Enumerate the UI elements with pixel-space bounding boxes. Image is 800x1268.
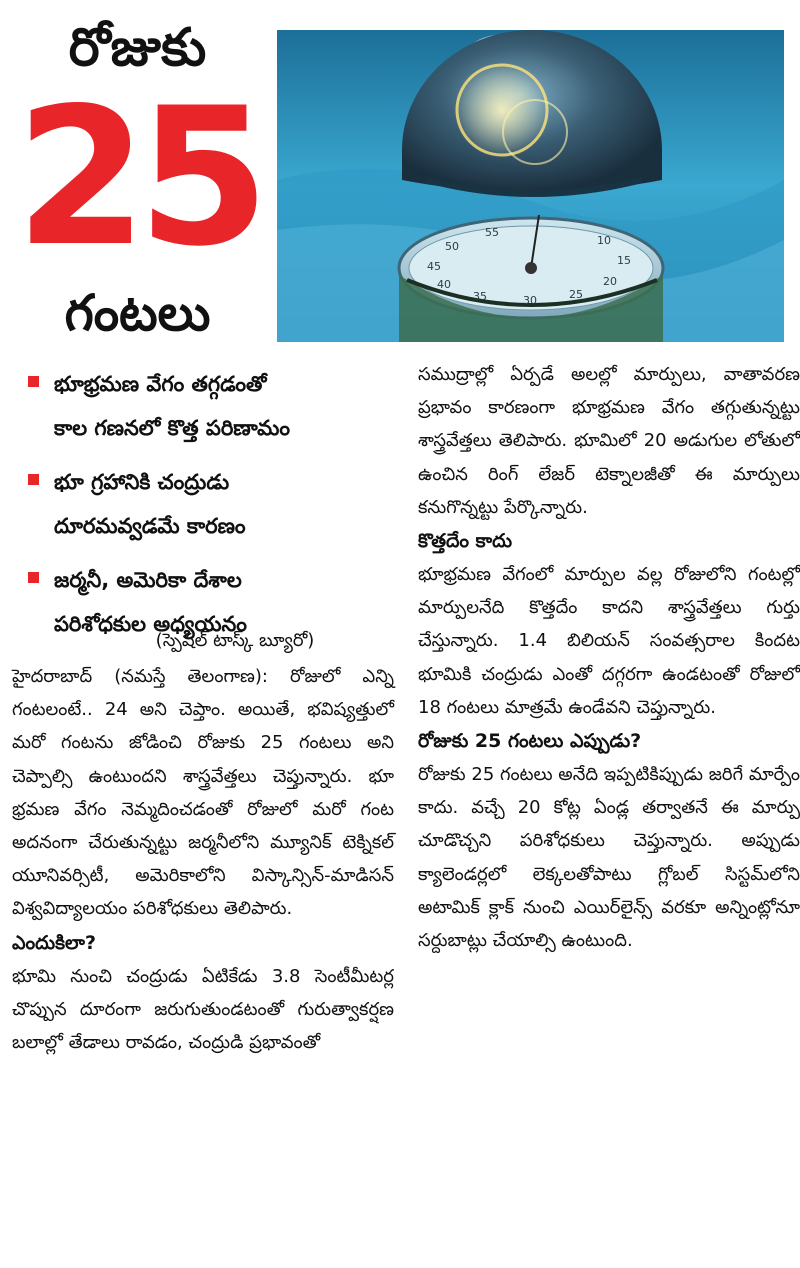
article-subhead: రోజుకు 25 గంటలు ఎప్పుడు? [418, 730, 642, 753]
bullet-line: జర్మనీ, అమెరికా దేశాల [54, 568, 242, 592]
earth-stopwatch-illustration [277, 30, 784, 342]
bullet-line: భూభ్రమణ వేగం తగ్గడంతో [54, 372, 267, 396]
article-subhead: కొత్తదేం కాదు [418, 530, 513, 553]
dial-number: 20 [603, 275, 617, 288]
bullet-line: దూరమవ్వడమే కారణం [54, 514, 246, 538]
headline-block [10, 8, 265, 348]
bullet-square-icon [28, 572, 39, 583]
article-paragraph: రోజుకు 25 గంటలు అనేది ఇప్పటికిప్పుడు జరిగే మార్పేం కాదు. వచ్చే 20 కోట్ల ఏండ్ల తర్వాతనే ఈ మార్పు చూడొచ్చని పరిశోధకులు చెప్తున్నారు. అప్పుడు క్యాలెండర్లలో లెక్కలతోపాటు గ్లోబల్ సిస్టమ్‌లోని అటామిక్ క్లాక్ నుంచి ఎయిర్‌లైన్స్ వరకూ అన్నింట్లోనూ సర్దుబాట్లు చేయాల్సి ఉంటుంది. [418, 764, 800, 952]
dial-number: 35 [473, 290, 487, 303]
dial-number: 45 [427, 260, 441, 273]
headline-top: రోజుకు [68, 18, 207, 78]
article-column-right [418, 358, 800, 957]
article-paragraph: సముద్రాల్లో ఏర్పడే అలల్లో మార్పులు, వాతావరణ ప్రభావం కారణంగా భూభ్రమణ వేగం తగ్గుతున్నట్టు శాస్త్రవేత్తలు తెలిపారు. భూమిలో 20 అడుగుల లోతులో ఉంచిన రింగ్ లేజర్ టెక్నాలజీతో ఈ మార్పులు కనుగొన్నట్టు పేర్కొన్నారు. [418, 364, 800, 518]
article-subhead: ఎందుకిలా? [12, 931, 96, 954]
byline: (స్పెషల్ టాస్క్ బ్యూరో) [155, 630, 315, 651]
article-paragraph: భూభ్రమణ వేగంలో మార్పుల వల్ల రోజులోని గంటల్లో మార్పులనేది కొత్తదేం కాదని శాస్త్రవేత్తలు గుర్తు చేస్తున్నారు. 1.4 బిలియన్ సంవత్సరాల కిందట భూమికి చంద్రుడు ఎంతో దగ్గరగా ఉండటంతో రోజులో 18 గంటలు మాత్రమే ఉండేవని చెప్తున్నారు. [418, 564, 800, 718]
article-paragraph: హైదరాబాద్ (నమస్తే తెలంగాణ): రోజులో ఎన్ని గంటలంటే.. 24 అని చెప్తాం. అయితే, భవిష్యత్తులో మరో గంటను జోడించి రోజుకు 25 గంటలు అని చెప్పాల్సి ఉంటుందని శాస్త్రవేత్తలు చెప్తున్నారు. భూ భ్రమణ వేగం నెమ్మదించడంతో రోజులో మరో గంట అదనంగా చేరుతున్నట్టు జర్మనీలోని మ్యూనిక్ టెక్నికల్ యూనివర్సిటీ, అమెరికాలోని విస్కాన్సిన్-మాడిసన్ విశ్వవిద్యాలయం పరిశోధకులు తెలిపారు. [12, 666, 394, 920]
dial-number: 55 [485, 226, 499, 239]
dial-number: 25 [569, 288, 583, 301]
bullet-list [22, 362, 402, 656]
bullet-square-icon [28, 376, 39, 387]
bullet-square-icon [28, 474, 39, 485]
headline-number: 25 [15, 67, 260, 288]
bullet-item [22, 460, 402, 548]
dial-number: 15 [617, 254, 631, 267]
dial-number: 40 [437, 278, 451, 291]
headline-bottom: గంటలు [64, 284, 211, 342]
bullet-item [22, 362, 402, 450]
bullet-line: భూ గ్రహానికి చంద్రుడు [54, 470, 230, 494]
bullet-line: పరిశోధకుల అధ్యయనం [54, 612, 247, 636]
dial-number: 30 [523, 294, 537, 307]
dial-number: 10 [597, 234, 611, 247]
article-paragraph: భూమి నుంచి చంద్రుడు ఏటికేడు 3.8 సెంటీమీటర్ల చొప్పున దూరంగా జరుగుతుండటంతో గురుత్వాకర్షణ బలాల్లో తేడాలు రావడం, చంద్రుడి ప్రభావంతో [12, 965, 394, 1054]
article-column-left [12, 660, 394, 1059]
bullet-line: కాల గణనలో కొత్త పరిణామం [54, 416, 290, 440]
dial-number: 50 [445, 240, 459, 253]
earth-stopwatch-image [277, 30, 784, 342]
